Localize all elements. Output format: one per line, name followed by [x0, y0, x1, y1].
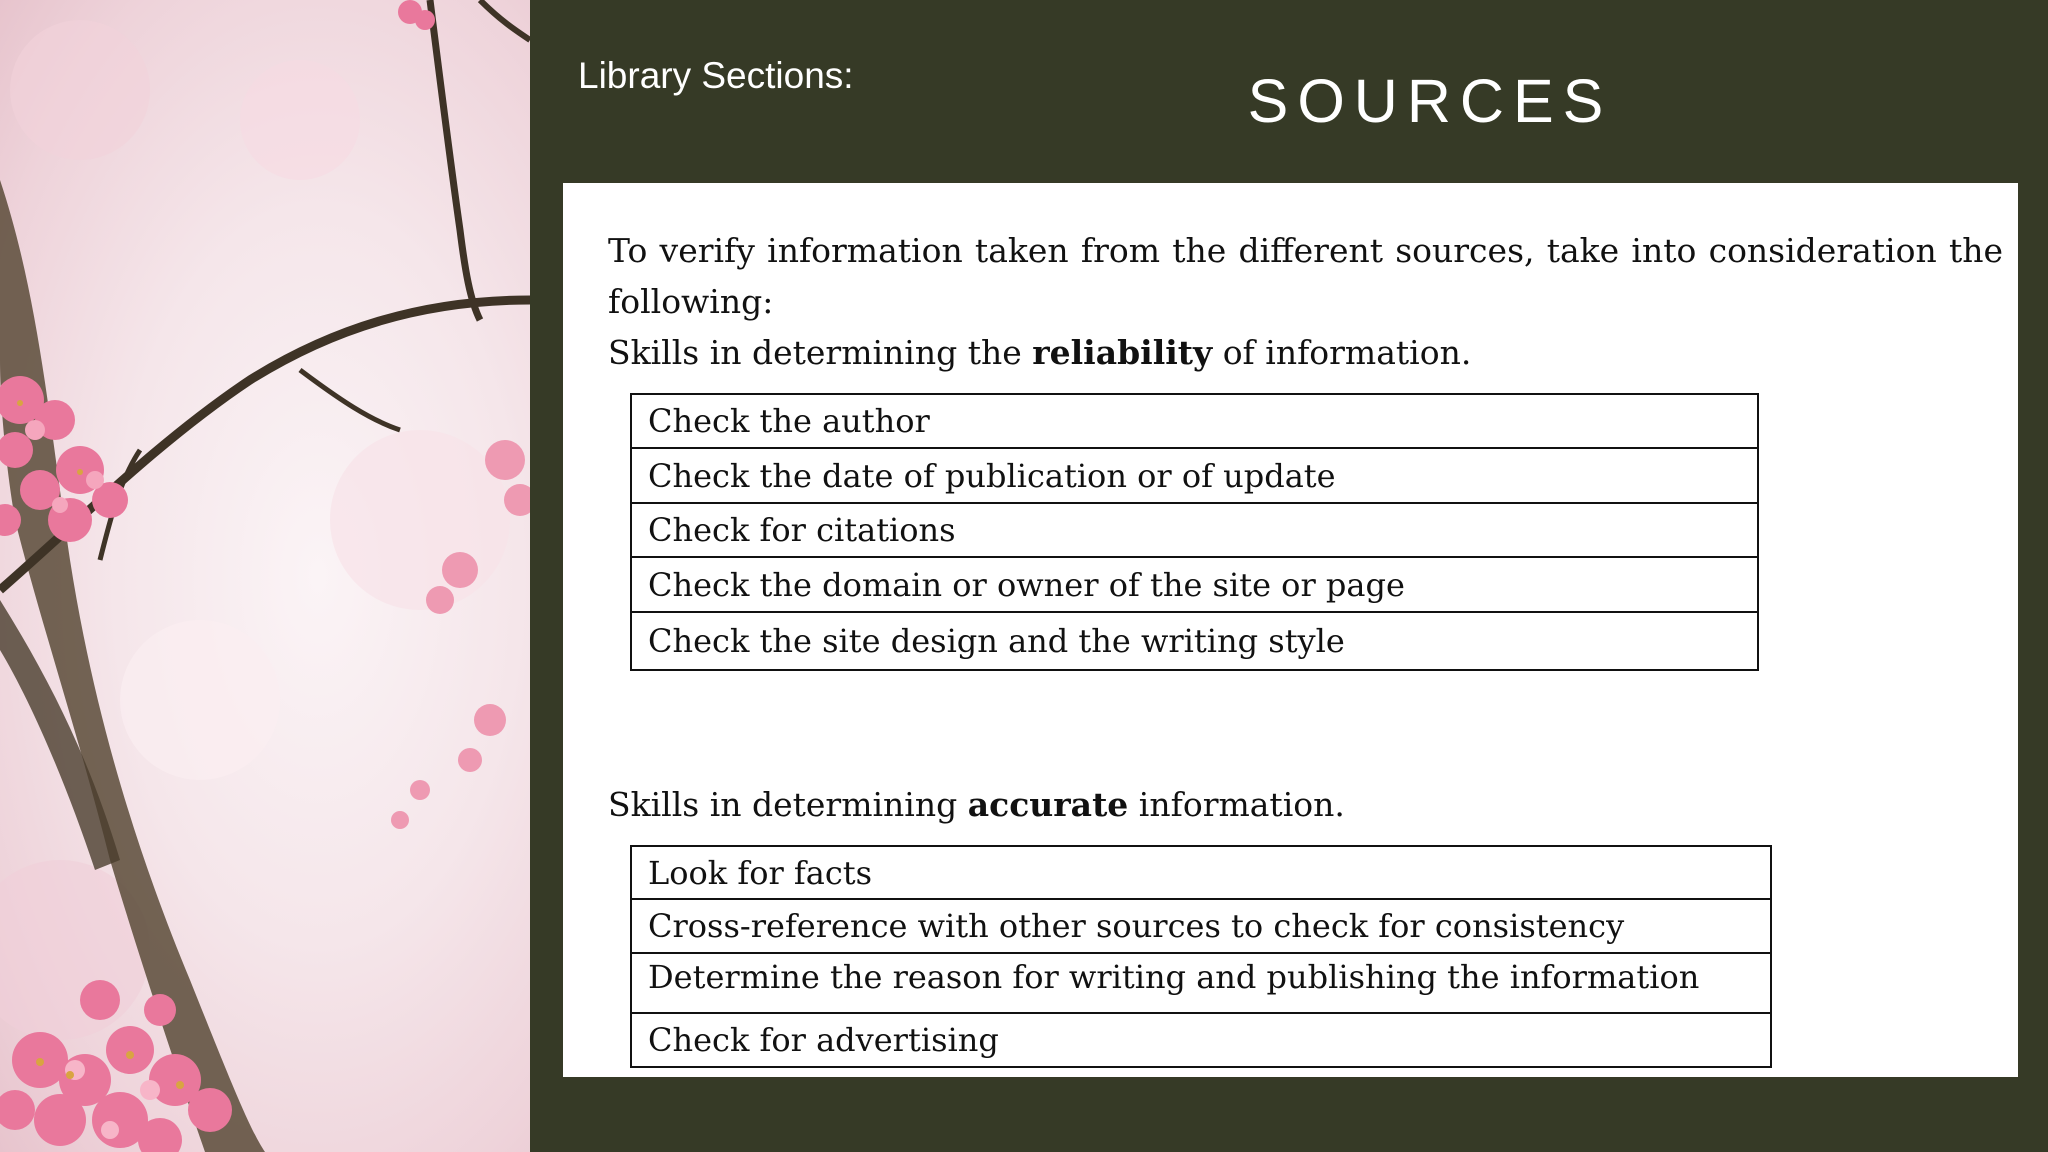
table-row: [631, 1013, 1771, 1067]
accuracy-heading: [608, 779, 1345, 830]
table-row: [631, 612, 1758, 670]
table-row: [631, 557, 1758, 612]
intro-paragraph: To verify information taken from the different sources, take into consideration the following:: [608, 231, 2003, 321]
accuracy-item: Cross-reference with other sources to check for consistency: [631, 899, 1771, 953]
reliability-checklist: [630, 393, 1759, 671]
reliability-item: Check the author: [631, 394, 1758, 448]
reliability-heading: [608, 327, 1471, 378]
reliability-heading-prefix: Skills in determining the: [608, 333, 1033, 372]
cherry-blossom-photo: [0, 0, 530, 1152]
table-row: [631, 953, 1771, 1013]
reliability-heading-suffix: of information.: [1212, 333, 1472, 372]
section-label: Library Sections:: [578, 55, 854, 96]
table-row: [631, 394, 1758, 448]
reliability-keyword: reliability: [1032, 333, 1213, 372]
accuracy-checklist: [630, 845, 1772, 1068]
accuracy-keyword: accurate: [967, 785, 1129, 824]
accuracy-item: Determine the reason for writing and publishing the information: [631, 953, 1771, 1013]
reliability-item: Check the date of publication or of update: [631, 448, 1758, 503]
reliability-item: Check for citations: [631, 503, 1758, 557]
cherry-blossom-illustration: [0, 0, 530, 1152]
slide-title: SOURCES: [1247, 67, 1613, 135]
table-row: [631, 503, 1758, 557]
accuracy-item: Look for facts: [631, 846, 1771, 899]
table-row: [631, 899, 1771, 953]
accuracy-item: Check for advertising: [631, 1013, 1771, 1067]
accuracy-heading-suffix: information.: [1128, 785, 1345, 824]
reliability-item: Check the domain or owner of the site or page: [631, 557, 1758, 612]
accuracy-heading-prefix: Skills in determining: [608, 785, 968, 824]
reliability-item: Check the site design and the writing style: [631, 612, 1758, 670]
document-excerpt: [563, 183, 2018, 1077]
table-row: [631, 846, 1771, 899]
table-row: [631, 448, 1758, 503]
